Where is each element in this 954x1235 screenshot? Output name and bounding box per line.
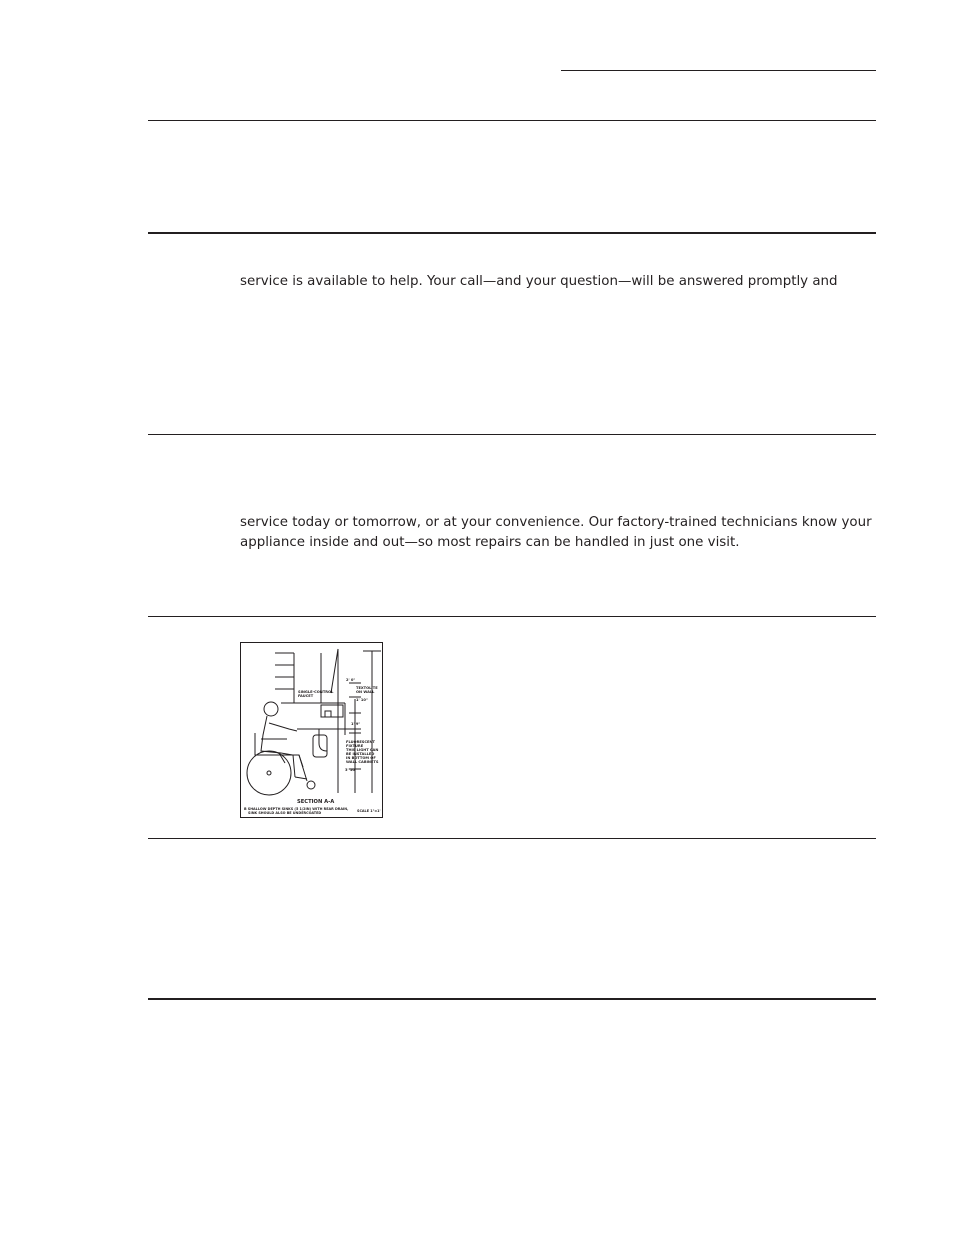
fixture-label-6: WALL CABINETS	[346, 760, 379, 764]
section-divider-3	[148, 434, 876, 435]
repair-paragraph-line-1: service today or tomorrow, or at your convenience. Our factory-trained technicians know your	[240, 515, 872, 530]
fixture-label-1: FLUORESCENT	[346, 740, 375, 744]
section-title: SECTION A-A	[297, 799, 335, 805]
dimension-label-3: 1' 9"	[351, 722, 361, 726]
section-divider-6	[148, 998, 876, 1000]
figure-note-line-1: B SHALLOW DEPTH SINKS (5 1/2IN) WITH REAR DRAIN,	[244, 807, 349, 811]
wall-label-2: ON WALL	[356, 690, 375, 694]
scale-label: SCALE 1"=1'	[357, 809, 381, 813]
faucet-label: SINGLE-CONTROL	[298, 690, 334, 694]
dimension-label-2: 1' 10"	[356, 698, 368, 702]
service-paragraph-line: service is available to help. Your call—and your question—will be answered promptly and	[240, 274, 838, 289]
wheelchair-sink-illustration	[240, 642, 383, 818]
repair-paragraph-line-2: appliance inside and out—so most repairs can be handled in just one visit.	[240, 535, 740, 550]
section-divider-1	[148, 120, 876, 121]
section-divider-4	[148, 616, 876, 617]
section-divider-5	[148, 838, 876, 839]
dimension-label-4: 3' 10"	[345, 768, 357, 772]
fixture-label-2: FIXTURE	[346, 744, 364, 748]
fixture-label-5: IN BOTTOM OF	[346, 756, 376, 760]
header-rule	[561, 70, 876, 71]
wheelchair-sink-drawing	[241, 643, 383, 818]
faucet-label-2: FAUCET	[298, 694, 314, 698]
fixture-label-4: BE INSTALLED	[346, 752, 375, 756]
dimension-label-1: 2' 0"	[346, 678, 356, 682]
section-divider-2	[148, 232, 876, 234]
wheelchair-wheel	[247, 751, 291, 795]
wall-label: TEXTOLITE	[356, 686, 378, 690]
fixture-label-3: THIS LIGHT CAN	[346, 748, 379, 752]
figure-note-line-2: SINK SHOULD ALSO BE UNDERCOATED	[248, 811, 322, 815]
